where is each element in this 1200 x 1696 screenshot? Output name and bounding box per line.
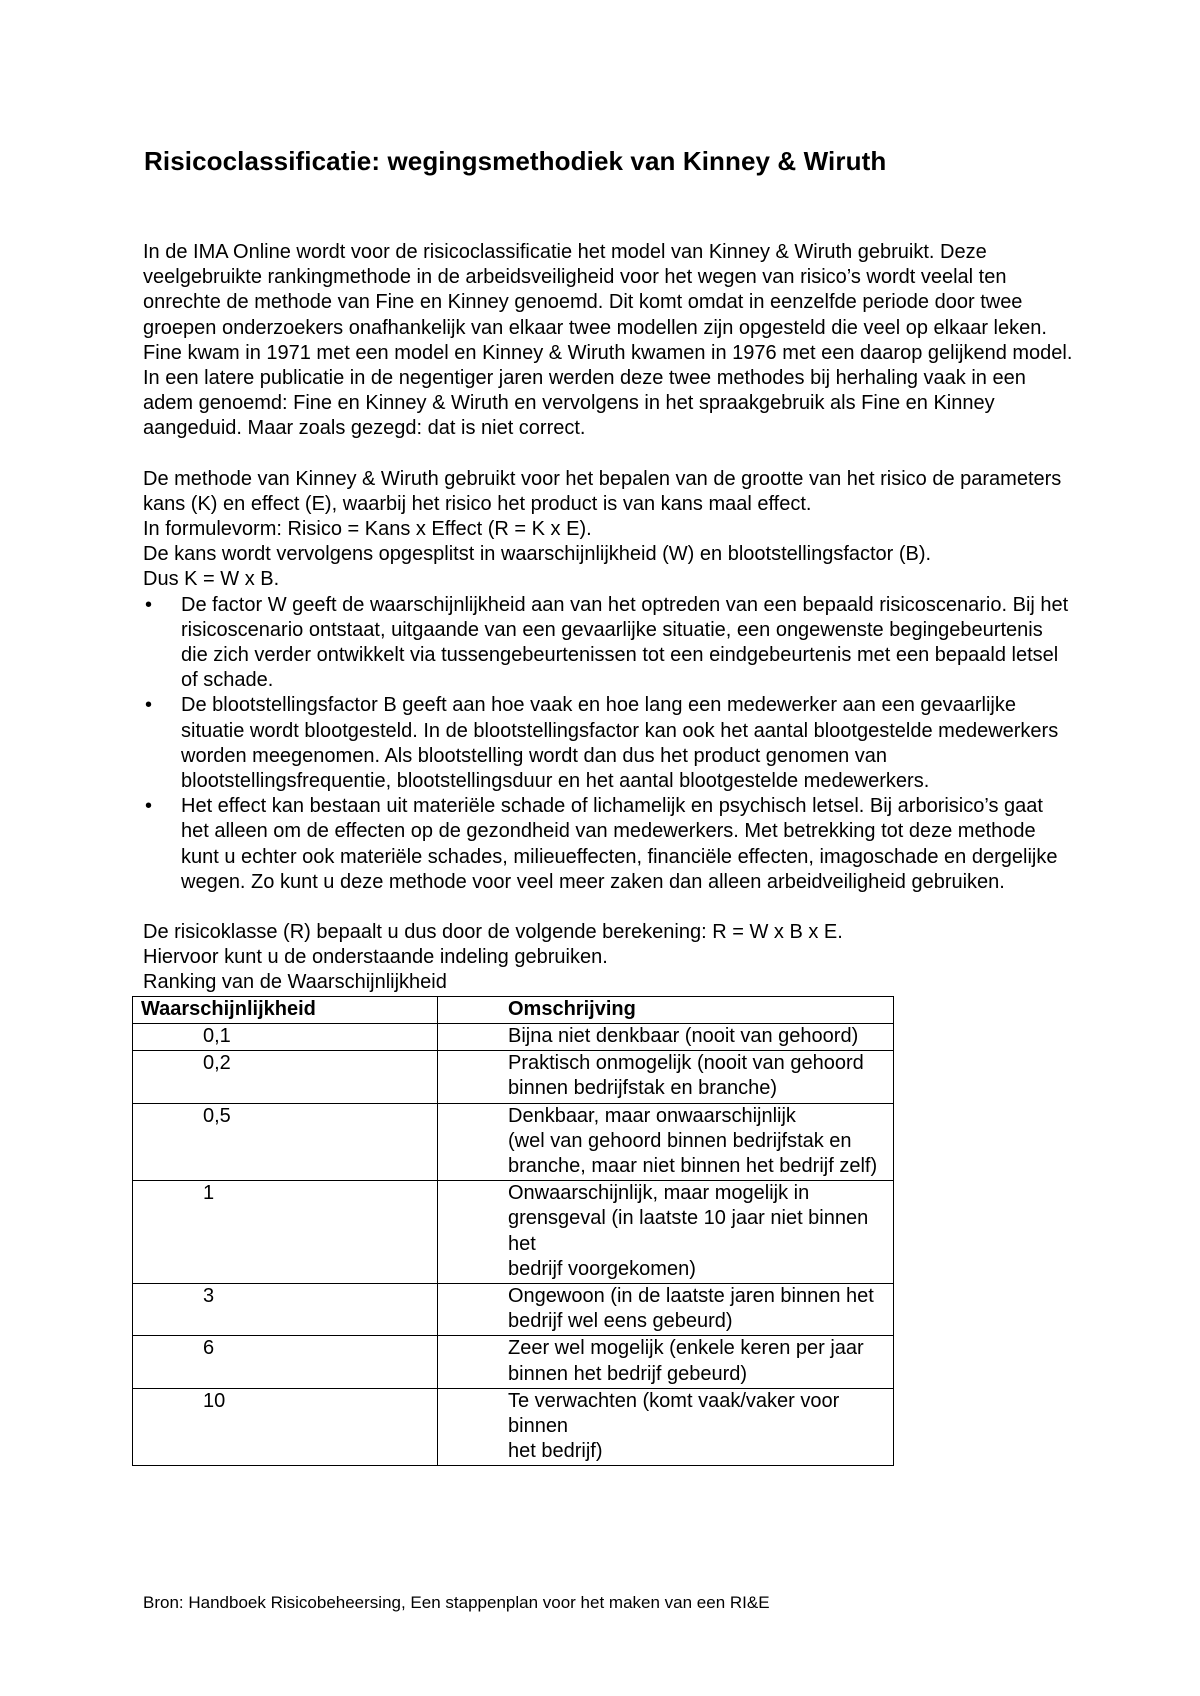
table-row	[133, 1103, 894, 1181]
header-omschrijving: Omschrijving	[438, 996, 894, 1023]
bullet-icon: •	[145, 593, 153, 616]
value-cell: 0,2	[133, 1051, 438, 1103]
value-cell: 1	[133, 1181, 438, 1284]
header-waarschijnlijkheid: Waarschijnlijkheid	[133, 996, 438, 1023]
value-cell: 6	[133, 1336, 438, 1388]
intro-paragraph: In de IMA Online wordt voor de risicoclassificatie het model van Kinney & Wiruth gebruikt. Deze veelgebruikte rankingmethode in de arbeidsveiligheid voor het wegen van risico’s wordt veelal ten onrechte de methode van Fine en Kinney genoemd. Dit komt omdat in eenzelfde periode door twee groepen onderzoekers onafhankelijk van elkaar twee modellen zijn opgesteld die veel op elkaar leken. Fine kwam in 1971 met een model en Kinney & Wiruth kwamen in 1976 met een daarop gelijkend model. In een latere publicatie in de negentiger jaren werden deze twee methodes bij herhaling vaak in een adem genoemd: Fine en Kinney & Wiruth en vervolgens in het spraakgebruik als Fine en Kinney aangeduid. Maar zoals gezegd: dat is niet correct.	[143, 241, 1073, 440]
description-cell: Zeer wel mogelijk (enkele keren per jaar binnen het bedrijf gebeurd)	[438, 1336, 894, 1388]
table-caption: Ranking van de Waarschijnlijkheid	[143, 971, 447, 994]
description-cell: Ongewoon (in de laatste jaren binnen het bedrijf wel eens gebeurd)	[438, 1283, 894, 1335]
table-row	[133, 1336, 894, 1388]
table-row	[133, 1023, 894, 1050]
description-cell: Te verwachten (komt vaak/vaker voor binnen het bedrijf)	[438, 1388, 894, 1466]
method-line-2: In formulevorm: Risico = Kans x Effect (R = K x E).	[143, 518, 592, 541]
bullet-icon: •	[145, 795, 153, 818]
method-line-1: De methode van Kinney & Wiruth gebruikt voor het bepalen van de grootte van het risico de parameters kans (K) en effect (E), waarbij het risico het product is van kans maal effect.	[143, 467, 1062, 515]
calc-line-2: Hiervoor kunt u de onderstaande indeling gebruiken.	[143, 946, 608, 969]
method-line-3: De kans wordt vervolgens opgesplitst in waarschijnlijkheid (W) en blootstellingsfactor (B).	[143, 543, 932, 566]
description-cell: Praktisch onmogelijk (nooit van gehoord binnen bedrijfstak en branche)	[438, 1051, 894, 1103]
description-cell: Onwaarschijnlijk, maar mogelijk in grensgeval (in laatste 10 jaar niet binnen het bedrijf voorgekomen)	[438, 1181, 894, 1284]
method-line-4: Dus K = W x B.	[143, 568, 280, 591]
document-body	[143, 240, 1073, 1466]
table-row	[133, 1283, 894, 1335]
value-cell: 10	[133, 1388, 438, 1466]
list-item: • De blootstellingsfactor B geeft aan hoe vaak en hoe lang een medewerker aan een gevaarlijke situatie wordt blootgesteld. In de blootstellingsfactor kan ook het aantal blootgestelde medewerkers worden meegenomen. Als blootstelling wordt dan dus het product genomen van blootstellingsfrequentie, blootstellingsduur en het aantal blootgestelde medewerkers.	[145, 694, 1059, 793]
bullet-list	[143, 593, 1073, 895]
ranking-table	[132, 996, 894, 1467]
table-row	[133, 1388, 894, 1466]
value-cell: 3	[133, 1283, 438, 1335]
source-footer: Bron: Handboek Risicobeheersing, Een stappenplan voor het maken van een RI&E	[143, 1593, 770, 1612]
table-row	[133, 1051, 894, 1103]
bullet-icon: •	[145, 694, 153, 717]
description-cell: Bijna niet denkbaar (nooit van gehoord)	[438, 1023, 894, 1050]
page-title: Risicoclassificatie: wegingsmethodiek van Kinney & Wiruth	[144, 146, 887, 176]
table-header-row	[133, 996, 894, 1023]
description-cell: Denkbaar, maar onwaarschijnlijk (wel van gehoord binnen bedrijfstak en branche, maar niet binnen het bedrijf zelf)	[438, 1103, 894, 1181]
list-item: • Het effect kan bestaan uit materiële schade of lichamelijk en psychisch letsel. Bij arborisico’s gaat het alleen om de effecten op de gezondheid van medewerkers. Met betrekking tot deze methode kunt u echter ook materiële schades, milieueffecten, financiële effecten, imagoschade en dergelijke wegen. Zo kunt u deze methode voor veel meer zaken dan alleen arbeidveiligheid gebruiken.	[145, 795, 1058, 893]
list-item: • De factor W geeft de waarschijnlijkheid aan van het optreden van een bepaald risicoscenario. Bij het risicoscenario ontstaat, uitgaande van een gevaarlijke situatie, een ongewenste begingebeurtenis die zich verder ontwikkelt via tussengebeurtenissen tot een eindgebeurtenis met een bepaald letsel of schade.	[145, 593, 1069, 692]
table-row	[133, 1181, 894, 1284]
calc-line-1: De risicoklasse (R) bepaalt u dus door de volgende berekening: R = W x B x E.	[143, 921, 843, 944]
value-cell: 0,1	[133, 1023, 438, 1050]
value-cell: 0,5	[133, 1103, 438, 1181]
